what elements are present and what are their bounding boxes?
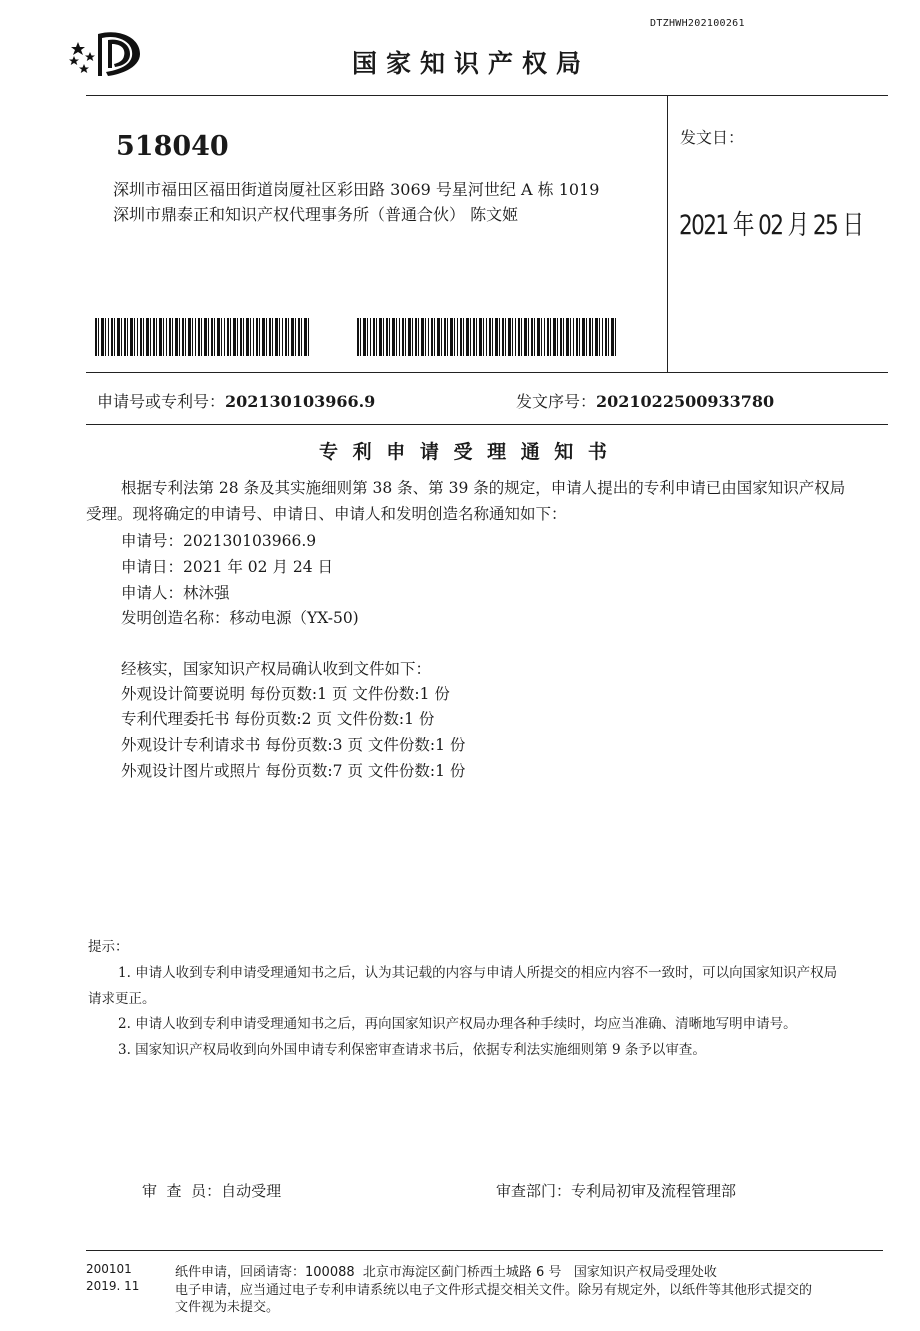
send-date-value: 2021 年 02 月 25 日 (679, 210, 863, 241)
serial-number-label: 发文序号： (516, 392, 597, 411)
received-file-item: 外观设计简要说明 每份页数:1 页 文件份数:1 份 (121, 685, 450, 703)
address-rule (86, 372, 888, 373)
header-divider (667, 95, 668, 372)
footer-form-code: 200101 (86, 1262, 132, 1276)
examiner-label: 审 查 员：自动受理 (142, 1182, 282, 1200)
office-name: 国家知识产权局 (352, 49, 591, 78)
received-file-item: 专利代理委托书 每份页数:2 页 文件份数:1 份 (121, 710, 435, 728)
tip-item: 3. 国家知识产权局收到向外国申请专利保密审查请求书后，依据专利法实施细则第 9 条予以审查。 (118, 1042, 706, 1058)
field-application-number: 申请号：202130103966.9 (121, 532, 317, 550)
application-number-value: 202130103966.9 (225, 392, 376, 411)
recipient-address: 深圳市福田区福田街道岗厦社区彩田路 3069 号星河世纪 A 栋 1019 (113, 180, 600, 199)
header-rule (86, 95, 888, 96)
field-filing-date: 申请日：2021 年 02 月 24 日 (121, 558, 334, 576)
footer-electronic-instruction: 电子申请，应当通过电子专利申请系统以电子文件形式提交相关文件。除另有规定外，以纸件等其他形式提交的 (175, 1283, 813, 1298)
serial-number-value: 2021022500933780 (596, 392, 775, 411)
number-rule (86, 424, 888, 425)
barcode-icon (357, 318, 616, 356)
footer-mail-instruction: 纸件申请，回函请寄：100088 北京市海淀区蓟门桥西土城路 6 号 国家知识产权局受理处收 (175, 1265, 717, 1280)
intro-paragraph-line: 受理。现将确定的申请号、申请日、申请人和发明创造名称通知如下： (86, 505, 567, 523)
received-file-item: 外观设计图片或照片 每份页数:7 页 文件份数:1 份 (121, 762, 466, 780)
notice-title: 专 利 申 请 受 理 通 知 书 (319, 441, 611, 463)
received-file-item: 外观设计专利请求书 每份页数:3 页 文件份数:1 份 (121, 736, 466, 754)
application-number-label: 申请号或专利号： (97, 392, 226, 411)
tip-item: 1. 申请人收到专利申请受理通知书之后，认为其记载的内容与申请人所提交的相应内容不一致时，可以向国家知识产权局 (118, 965, 838, 981)
recipient-agency: 深圳市鼎泰正和知识产权代理事务所（普通合伙） 陈文姬 (113, 205, 519, 224)
cnipa-logo-icon (68, 28, 144, 80)
tip-item: 2. 申请人收到专利申请受理通知书之后，再向国家知识产权局办理各种手续时，均应当准确、清晰地写明申请号。 (118, 1016, 797, 1032)
tip-item: 请求更正。 (88, 991, 156, 1007)
intro-paragraph-line: 根据专利法第 28 条及其实施细则第 38 条、第 39 条的规定，申请人提出的专利申请已由国家知识产权局 (121, 479, 846, 497)
field-invention-title: 发明创造名称：移动电源（YX-50) (121, 609, 359, 627)
send-date-label: 发文日： (680, 128, 745, 147)
department-label: 审查部门：专利局初审及流程管理部 (496, 1182, 737, 1200)
footer-electronic-instruction: 文件视为未提交。 (175, 1300, 280, 1315)
document-code: DTZHWH202100261 (650, 18, 745, 29)
postal-code: 518040 (116, 131, 229, 162)
barcode-icon (95, 318, 311, 356)
field-applicant: 申请人：林沐强 (121, 584, 230, 602)
footer-rule (86, 1250, 883, 1251)
serial-number-row (516, 389, 774, 412)
footer-form-version: 2019. 11 (86, 1279, 140, 1293)
tips-heading: 提示： (88, 939, 129, 955)
application-number-row (97, 389, 375, 412)
confirmation-intro: 经核实，国家知识产权局确认收到文件如下： (121, 660, 432, 678)
